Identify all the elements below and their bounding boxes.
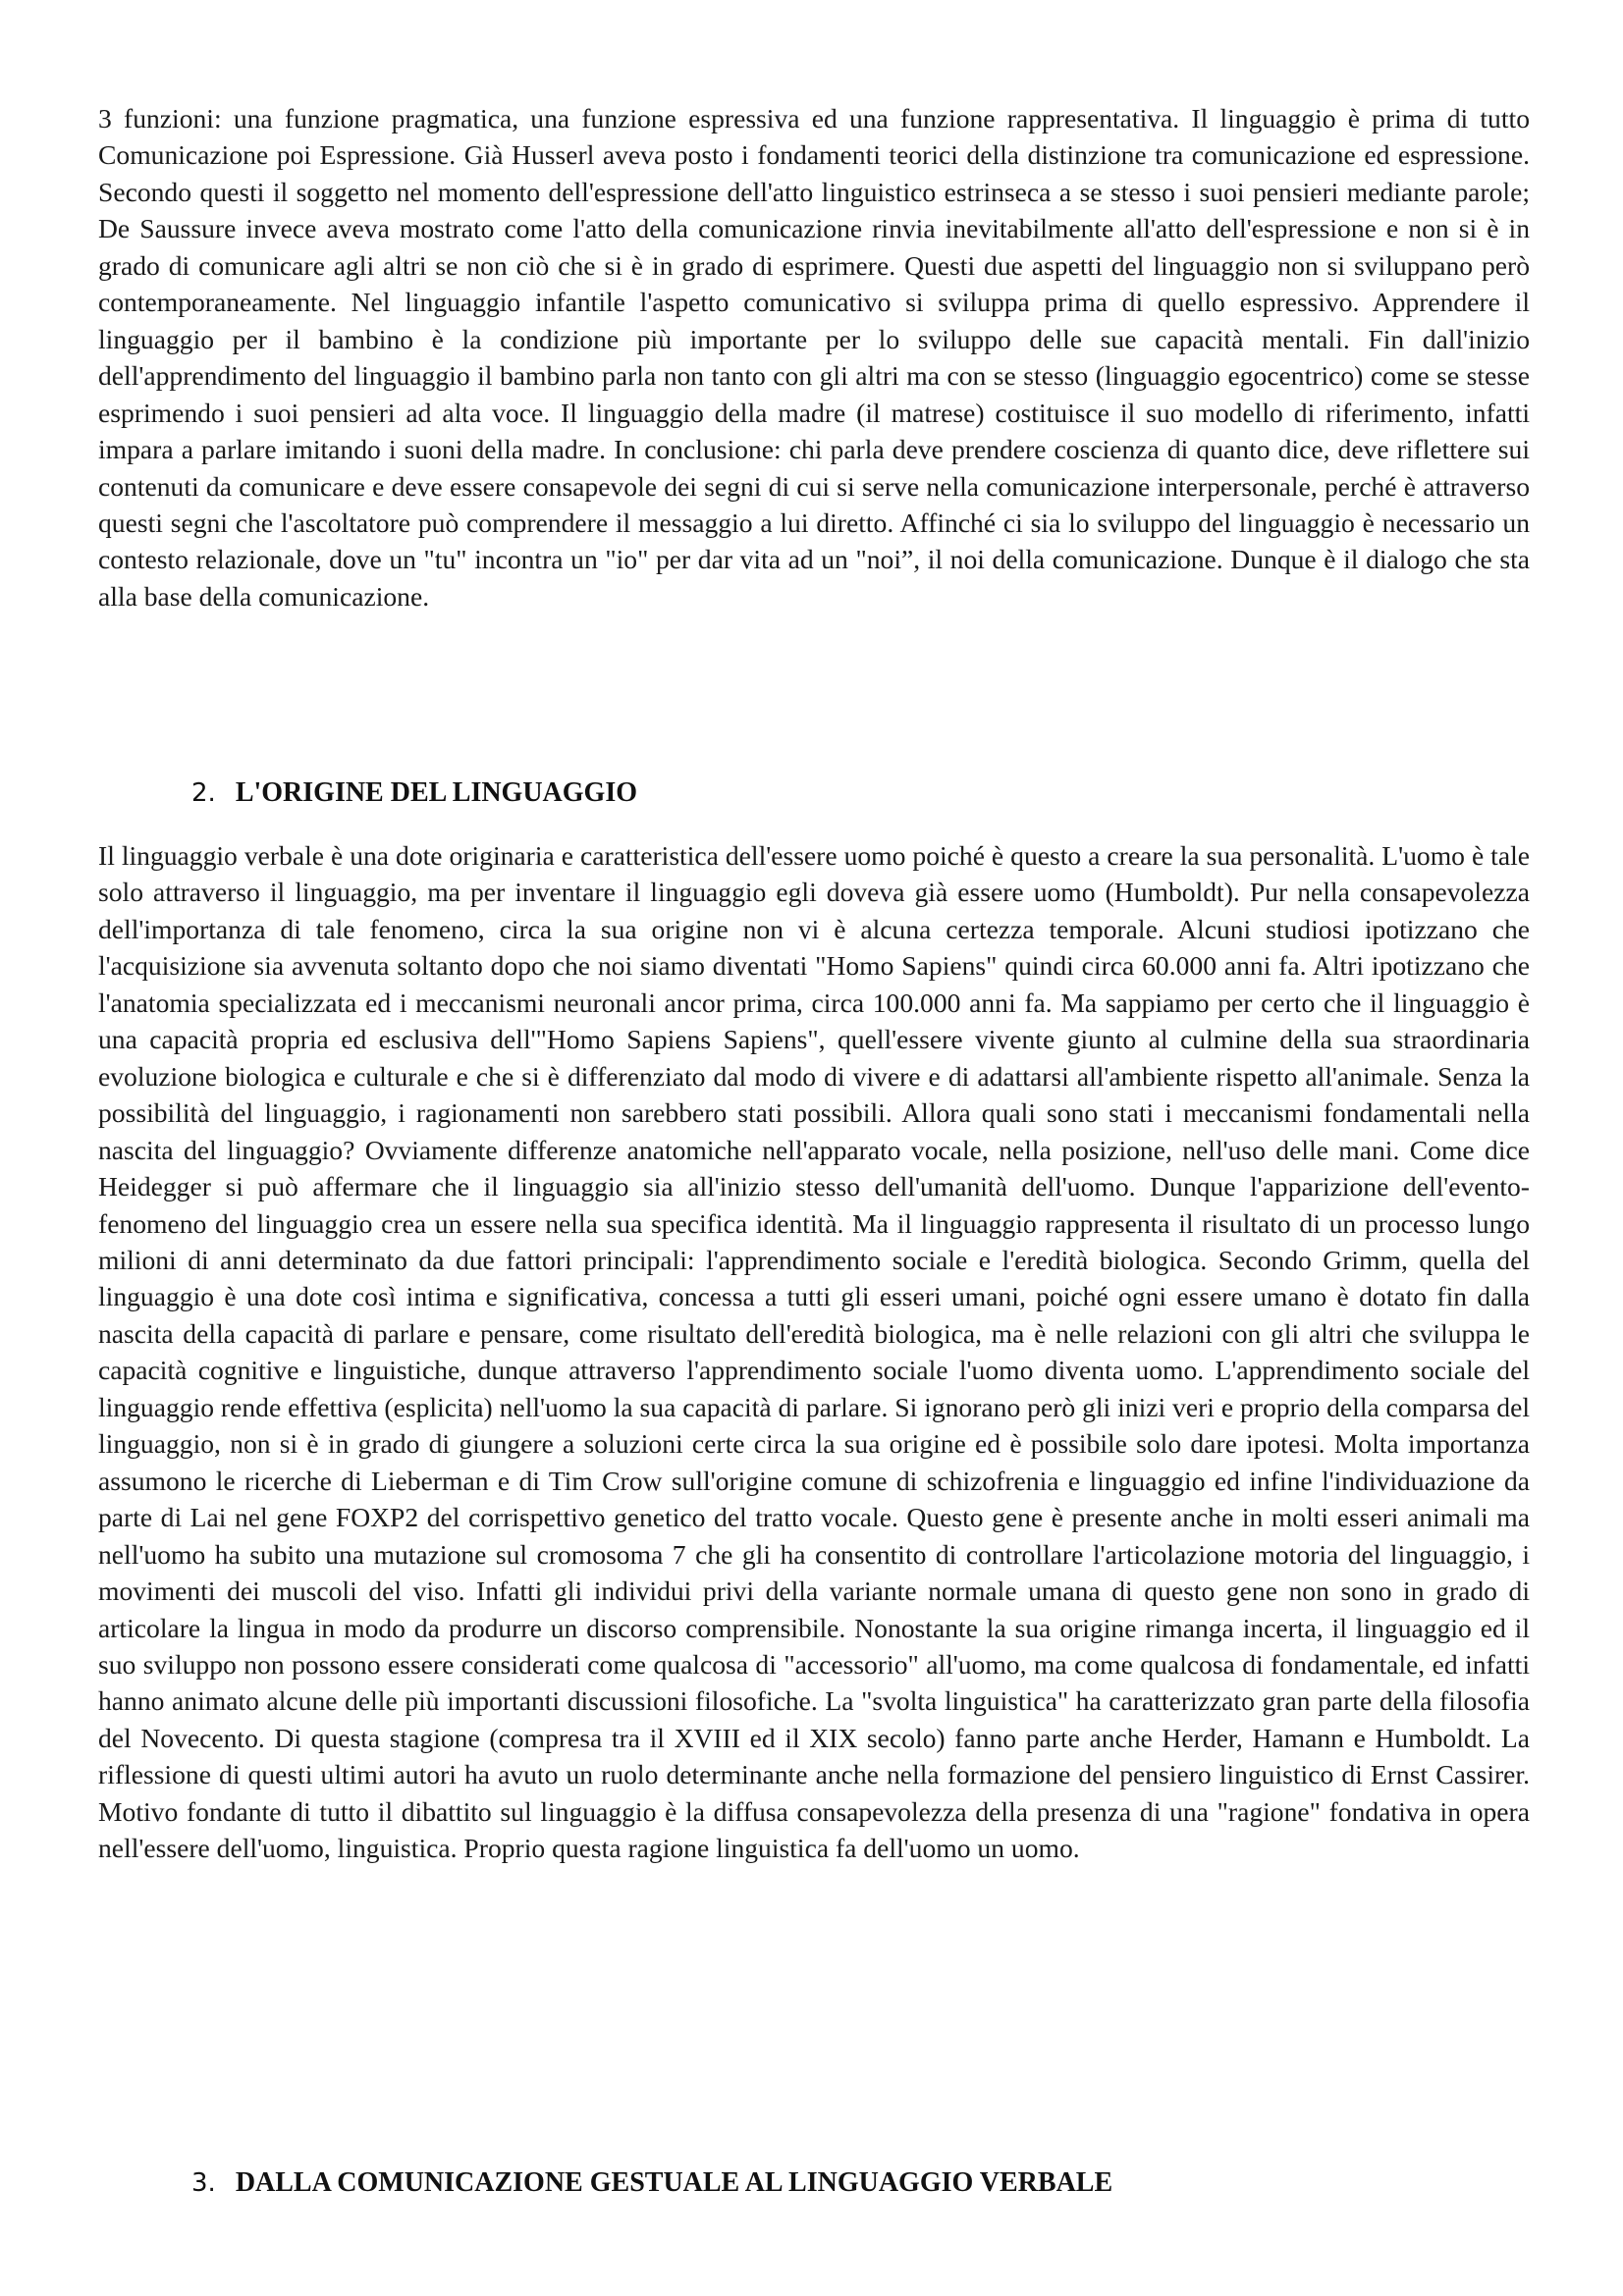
section-title: DALLA COMUNICAZIONE GESTUALE AL LINGUAGGIO VERBALE [235, 2167, 1113, 2198]
paragraph-communication: 3 funzioni: una funzione pragmatica, una funzione espressiva ed una funzione rappresentativa. Il linguaggio è prima di tutto Comunicazione poi Espressione. Già Husserl aveva posto i fondamenti teorici della distinzione tra comunicazione ed espressione. Secondo questi il soggetto nel momento dell'espressione dell'atto linguistico estrinseca a se stesso i suoi pensieri mediante parole; De Saussure invece aveva mostrato come l'atto della comunicazione rinvia inevitabilmente all'atto dell'espressione e non si è in grado di comunicare agli altri se non ciò che si è in grado di esprimere. Questi due aspetti del linguaggio non si sviluppano però contemporaneamente. Nel linguaggio infantile l'aspetto comunicativo si sviluppa prima di quello espressivo. Apprendere il linguaggio per il bambino è la condizione più importante per lo sviluppo delle sue capacità mentali. Fin dall'inizio dell'apprendimento del linguaggio il bambino parla non tanto con gli altri ma con se stesso (linguaggio egocentrico) come se stesse esprimendo i suoi pensieri ad alta voce. Il linguaggio della madre (il matrese) costituisce il suo modello di riferimento, infatti impara a parlare imitando i suoni della madre. In conclusione: chi parla deve prendere coscienza di quanto dice, deve riflettere sui contenuti da comunicare e deve essere consapevole dei segni di cui si serve nella comunicazione interpersonale, perché è attraverso questi segni che l'ascoltatore può comprendere il messaggio a lui diretto. Affinché ci sia lo sviluppo del linguaggio è necessario un contesto relazionale, dove un "tu" incontra un "io" per dar vita ad un "noi”, il noi della comunicazione. Dunque è il dialogo che sta alla base della comunicazione. [98, 103, 1530, 612]
section-heading-2 [191, 777, 637, 809]
section-title: L'ORIGINE DEL LINGUAGGIO [235, 777, 638, 808]
paragraph-origin: Il linguaggio verbale è una dote originaria e caratteristica dell'essere uomo poiché è questo a creare la sua personalità. L'uomo è tale solo attraverso il linguaggio, ma per inventare il linguaggio egli doveva già essere uomo (Humboldt). Pur nella consapevolezza dell'importanza di tale fenomeno, circa la sua origine non vi è alcuna certezza temporale. Alcuni studiosi ipotizzano che l'acquisizione sia avvenuta soltanto dopo che noi siamo diventati "Homo Sapiens" quindi circa 60.000 anni fa. Altri ipotizzano che l'anatomia specializzata ed i meccanismi neuronali ancor prima, circa 100.000 anni fa. Ma sappiamo per certo che il linguaggio è una capacità propria ed esclusiva dell'"Homo Sapiens Sapiens", quell'essere vivente giunto al culmine della sua straordinaria evoluzione biologica e culturale e che si è differenziato dal modo di vivere e di adattarsi all'ambiente rispetto all'animale. Senza la possibilità del linguaggio, i ragionamenti non sarebbero stati possibili. Allora quali sono stati i meccanismi fondamentali nella nascita del linguaggio? Ovviamente differenze anatomiche nell'apparato vocale, nella posizione, nell'uso delle mani. Come dice Heidegger si può affermare che il linguaggio sia all'inizio stesso dell'umanità dell'uomo. Dunque l'apparizione dell'evento-fenomeno del linguaggio crea un essere nella sua specifica identità. Ma il linguaggio rappresenta il risultato di un processo lungo milioni di anni determinato da due fattori principali: l'apprendimento sociale e l'eredità biologica. Secondo Grimm, quella del linguaggio è una dote così intima e significativa, concessa a tutti gli esseri umani, poiché ogni essere umano è dotato fin dalla nascita della capacità di parlare e pensare, come risultato dell'eredità biologica, ma è nelle relazioni con gli altri che sviluppa le capacità cognitive e linguistiche, dunque attraverso l'apprendimento sociale l'uomo diventa uomo. L'apprendimento sociale del linguaggio rende effettiva (esplicita) nell'uomo la sua capacità di parlare. Si ignorano però gli inizi veri e proprio della comparsa del linguaggio, non si è in grado di giungere a soluzioni certe circa la sua origine ed è possibile solo dare ipotesi. Molta importanza assumono le ricerche di Lieberman e di Tim Crow sull'origine comune di schizofrenia e linguaggio ed infine l'individuazione da parte di Lai nel gene FOXP2 del corrispettivo genetico del tratto vocale. Questo gene è presente anche in molti esseri animali ma nell'uomo ha subito una mutazione sul cromosoma 7 che gli ha consentito di controllare l'articolazione motoria del linguaggio, i movimenti dei muscoli del viso. Infatti gli individui privi della variante normale umana di questo gene non sono in grado di articolare la lingua in modo da produrre un discorso comprensibile. Nonostante la sua origine rimanga incerta, il linguaggio ed il suo sviluppo non possono essere considerati come qualcosa di "accessorio" all'uomo, ma come qualcosa di fondamentale, ed infatti hanno animato alcune delle più importanti discussioni filosofiche. La "svolta linguistica" ha caratterizzato gran parte della filosofia del Novecento. Di questa stagione (compresa tra il XVIII ed il XIX secolo) fanno parte anche Herder, Hamann e Humboldt. La riflessione di questi ultimi autori ha avuto un ruolo determinante anche nella formazione del pensiero linguistico di Ernst Cassirer. Motivo fondante di tutto il dibattito sul linguaggio è la diffusa consapevolezza della presenza di una "ragione" fondativa in opera nell'essere dell'uomo, linguistica. Proprio questa ragione linguistica fa dell'uomo un uomo. [98, 840, 1530, 1864]
section-number: 3. [191, 2168, 216, 2198]
section-heading-3 [191, 2167, 1112, 2199]
section-number: 2. [191, 778, 216, 808]
